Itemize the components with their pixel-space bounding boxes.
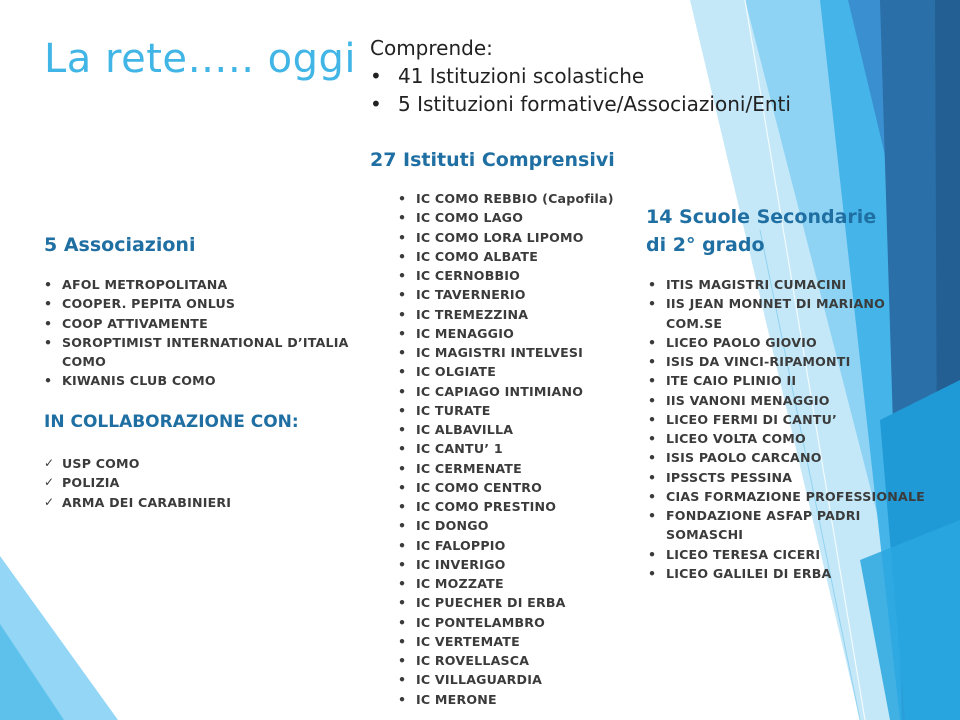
list-item: • IC ALBAVILLA	[398, 420, 638, 439]
list-item: • ITE CAIO PLINIO II	[648, 371, 918, 390]
list-item: • IC FALOPPIO	[398, 536, 638, 555]
list-item: • KIWANIS CLUB COMO	[44, 371, 359, 390]
list-item: • IC COMO LAGO	[398, 208, 638, 227]
list-item: • IC TURATE	[398, 401, 638, 420]
collaboration-list	[44, 454, 359, 512]
list-item: • IC MENAGGIO	[398, 324, 638, 343]
secondary-list	[648, 275, 925, 583]
list-item: ✓ ARMA DEI CARABINIERI	[44, 493, 359, 512]
list-item: • ISIS PAOLO CARCANO	[648, 448, 918, 467]
list-item: • IC COMO REBBIO (Capofila)	[398, 189, 638, 208]
list-item: • IC COMO PRESTINO	[398, 497, 638, 516]
list-item: • IC CAPIAGO INTIMIANO	[398, 382, 638, 401]
comprehensive-list	[398, 189, 638, 709]
list-item: • IC PUECHER DI ERBA	[398, 593, 638, 612]
list-item: • IC DONGO	[398, 516, 638, 535]
list-item: • IC VILLAGUARDIA	[398, 670, 638, 689]
list-item: • IC CERMENATE	[398, 459, 638, 478]
secondary-heading-line1: 14 Scuole Secondarie	[646, 206, 877, 228]
list-item: • LICEO GALILEI DI ERBA	[648, 564, 918, 583]
list-item: • ISIS DA VINCI-RIPAMONTI	[648, 352, 918, 371]
list-item: • IIS JEAN MONNET DI MARIANO COM.SE	[648, 294, 906, 333]
list-item: • IC MERONE	[398, 690, 638, 709]
list-item: • IC PONTELAMBRO	[398, 613, 638, 632]
list-item: • ITIS MAGISTRI CUMACINI	[648, 275, 918, 294]
intro-item: • 5 Istituzioni formative/Associazioni/Enti	[370, 90, 791, 118]
list-item: • CIAS FORMAZIONE PROFESSIONALE	[648, 487, 918, 506]
list-item: • LICEO FERMI DI CANTU’	[648, 410, 918, 429]
secondary-heading	[646, 203, 876, 259]
list-item: • IC MOZZATE	[398, 574, 638, 593]
list-item: • IC COMO CENTRO	[398, 478, 638, 497]
list-item: • LICEO TERESA CICERI	[648, 545, 918, 564]
slide-title: La rete….. oggi	[44, 36, 356, 82]
list-item: • IC VERTEMATE	[398, 632, 638, 651]
associations-list	[44, 275, 359, 391]
list-item: • IC COMO LORA LIPOMO	[398, 228, 638, 247]
list-item: • IIS VANONI MENAGGIO	[648, 391, 918, 410]
list-item: • IC CERNOBBIO	[398, 266, 638, 285]
list-item: • AFOL METROPOLITANA	[44, 275, 359, 294]
list-item: • FONDAZIONE ASFAP PADRI SOMASCHI	[648, 506, 906, 545]
list-item: • COOP ATTIVAMENTE	[44, 314, 359, 333]
list-item: • LICEO PAOLO GIOVIO	[648, 333, 918, 352]
comprehensive-heading: 27 Istituti Comprensivi	[370, 149, 615, 171]
list-item: • IC ROVELLASCA	[398, 651, 638, 670]
list-item: • IC TAVERNERIO	[398, 285, 638, 304]
list-item: ✓ USP COMO	[44, 454, 359, 473]
list-item: • COOPER. PEPITA ONLUS	[44, 294, 359, 313]
list-item: • IC MAGISTRI INTELVESI	[398, 343, 638, 362]
list-item: ✓ POLIZIA	[44, 473, 359, 492]
list-item: • IC COMO ALBATE	[398, 247, 638, 266]
intro-label: Comprende:	[370, 36, 493, 60]
intro-item: • 41 Istituzioni scolastiche	[370, 62, 791, 90]
list-item: • IC CANTU’ 1	[398, 439, 638, 458]
list-item: • IPSSCTS PESSINA	[648, 468, 918, 487]
list-item: • IC INVERIGO	[398, 555, 638, 574]
collaboration-heading: IN COLLABORAZIONE CON:	[44, 412, 299, 432]
intro-block	[370, 34, 791, 118]
intro-list	[370, 62, 791, 118]
list-item: • SOROPTIMIST INTERNATIONAL D’ITALIA COMO	[44, 333, 359, 372]
list-item: • IC TREMEZZINA	[398, 305, 638, 324]
secondary-heading-line2: di 2° grado	[646, 234, 765, 256]
list-item: • IC OLGIATE	[398, 362, 638, 381]
list-item: • LICEO VOLTA COMO	[648, 429, 918, 448]
associations-heading: 5 Associazioni	[44, 234, 196, 256]
